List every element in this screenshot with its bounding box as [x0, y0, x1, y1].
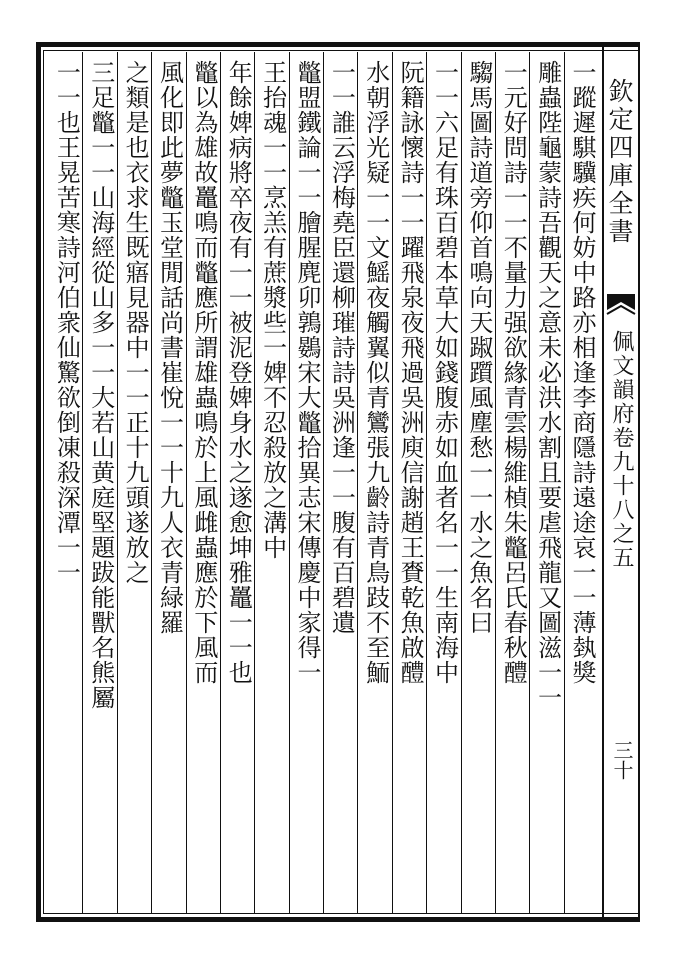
text-column: 阮籍詠懷詩一一躍飛泉夜飛過吳洲庾信謝趙王賚乾魚啟醴 [396, 60, 425, 685]
text-column: 一一誰云浮梅堯臣還柳璀詩詩吳洲逢一一腹有百碧遺 [327, 60, 356, 635]
text-column: 水朝浮光疑一一文鰩夜觸翼似青鸞張九齡詩青鳥跂不至鮞 [361, 60, 390, 685]
column-rule [289, 52, 290, 914]
column-rule [392, 52, 393, 914]
column-rule [529, 52, 530, 914]
text-column: 一元好問詩一一不量力强欲緣青雲楊維楨朱鼈呂氏春秋醴 [499, 60, 528, 685]
column-rule [220, 52, 221, 914]
column-rule [186, 52, 187, 914]
column-rule [82, 52, 83, 914]
column-rule [564, 52, 565, 914]
text-column: 風化即此夢鼈玉堂閒話尚書崔悅一一十九人衣青緑羅 [155, 60, 184, 635]
column-rule [117, 52, 118, 914]
text-column: 騶馬圖詩道旁仰首鳴向天踧躓風塵愁一一水之魚名曰 [464, 60, 493, 635]
text-column: 年餘婢病將卒夜有一一被泥登婢身水之遂愈坤雅鼉一一也 [224, 60, 253, 685]
text-column: 鼈盟鐵論一一膾腥麂卯鶉鷃宋大鼈拾異志宋傳慶中家得一 [293, 60, 321, 685]
column-rule [254, 52, 255, 914]
text-column: 一蹤遲騏驥疾何妨中路亦相逢李商隱詩遠途哀一一薄埶獎 [568, 60, 596, 685]
column-rule [461, 52, 462, 914]
text-column: 三足鼈一一山海經從山多一一大若山黄庭堅題跋能獸名熊屬 [86, 60, 115, 710]
column-rule [151, 52, 152, 914]
column-rule [323, 52, 324, 914]
column-rule [426, 52, 427, 914]
book-volume-title: 佩文韻府卷九十八之五 [609, 330, 634, 570]
fishtail-mark-icon [605, 290, 637, 330]
column-rule [357, 52, 358, 914]
text-column: 鼈以為雄故鼉鳴而鼈應所謂雄蟲鳴於上風雌蟲應於下風而 [189, 60, 218, 685]
text-column: 一一也王晃苦寒詩河伯衆仙驚欲倒凍殺深潭一一 [52, 60, 81, 585]
text-column: 一一六足有珠百碧本草大如錢腹赤如血者名一一生南海中 [430, 60, 459, 685]
text-column: 雕蟲陛龜蒙詩吾觀天之意未必洪水割且要虐飛龍又圖滋一一 [533, 60, 562, 710]
column-rule [495, 52, 496, 914]
text-column: 之類是也衣求生既寤見器中一一正十九頭遂放之 [121, 60, 150, 585]
series-title: 欽定四庫全書 [605, 78, 634, 246]
folio-number: 三十 [610, 740, 634, 780]
text-column: 王抬魂一一烹羔有蔗漿些一婢不忍殺放之溝中 [258, 60, 287, 560]
